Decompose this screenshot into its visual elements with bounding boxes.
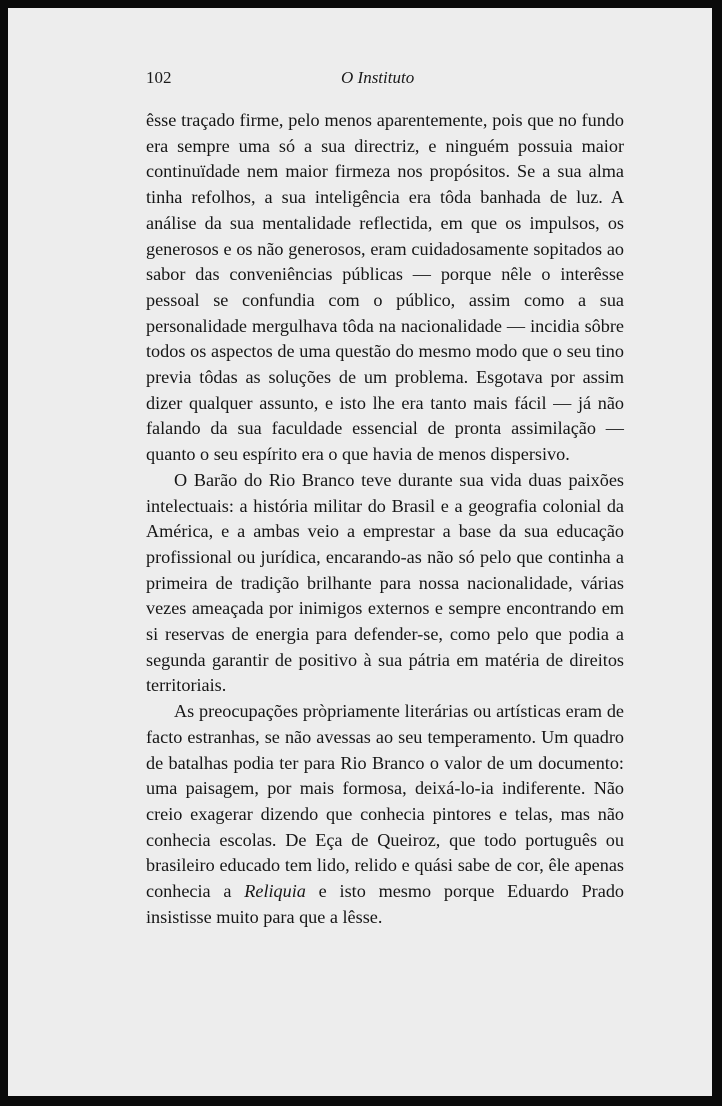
paragraph-3-text-before: As preocupações pròpriamente literárias ou artísticas eram de facto estranhas, se não avessas ao seu temperamento. Um quadro de batalhas podia ter para Rio Branco o valor de um documento: uma paisagem, por mais formosa, deixá-lo-ia indiferente. Não creio exagerar dizendo que conhecia pintores e telas, mas não conhecia escolas. De Eça de Queiroz, que todo português ou brasileiro educado tem lido, relido e quási sabe de cor, êle apenas conhecia a	[146, 701, 624, 902]
page-number: 102	[146, 68, 172, 87]
paragraph-3	[146, 699, 624, 930]
paragraph-3-text-after: e isto mesmo porque Eduardo Prado insistisse muito para que a lêsse.	[146, 881, 625, 927]
book-page	[8, 8, 712, 1096]
page-header	[146, 68, 636, 98]
running-title: O Instituto	[341, 68, 415, 87]
paragraph-1: êsse traçado firme, pelo menos aparentemente, pois que no fundo era sempre uma só a sua directriz, e ninguém possuia maior continuïdade nem maior firmeza nos propósitos. Se a sua alma tinha refolhos, a sua inteligência era tôda banhada de luz. A análise da sua mentalidade reflectida, em que os impulsos, os generosos e os não generosos, eram cuidadosamente sopitados ao sabor das conveniências públicas — porque nêle o interêsse pessoal se confundia com o público, assim como a sua personalidade mergulhava tôda na nacionalidade — incidia sôbre todos os aspectos de uma questão do mesmo modo que o seu tino previa tôdas as soluções de um problema. Esgotava por assim dizer qualquer assunto, e isto lhe era tanto mais fácil — já não falando da sua faculdade essencial de pronta assimilação — quanto o seu espírito era o que havia de menos dispersivo.	[146, 110, 624, 465]
body-text	[146, 108, 624, 931]
book-title-reliquia: Reliquia	[244, 881, 306, 902]
paragraph-2: O Barão do Rio Branco teve durante sua vida duas paixões intelectuais: a história militar do Brasil e a geografia colonial da América, e a ambas veio a emprestar a base da sua educação profissional ou jurídica, encarando-as não só pelo que continha a primeira de tradição brilhante para nossa nacionalidade, várias vezes ameaçada por inimigos externos e sempre encontrando em si reservas de energia para defender-se, como pelo que podia a segunda garantir de positivo à sua pátria em matéria de direitos territoriais.	[146, 469, 624, 696]
